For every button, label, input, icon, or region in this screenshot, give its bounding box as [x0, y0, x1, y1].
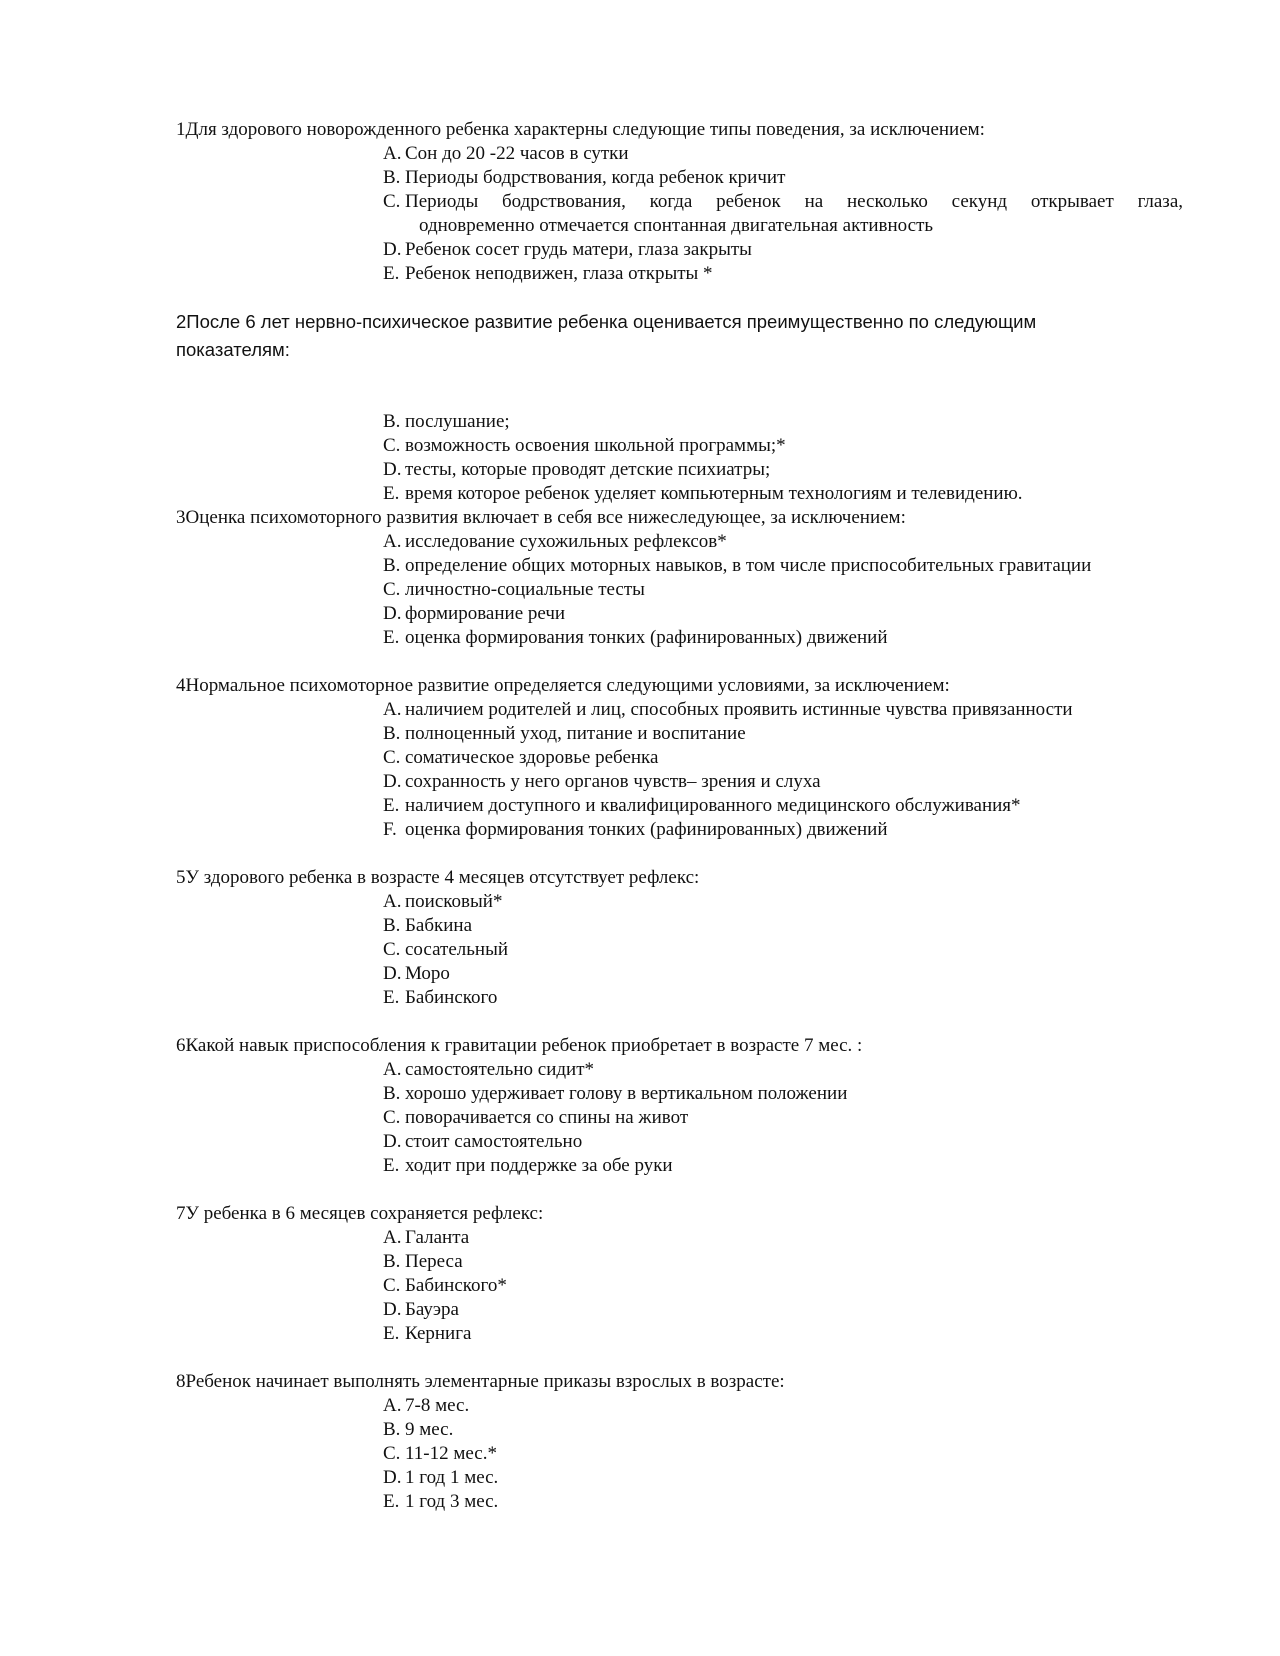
question-2-options: [383, 410, 1183, 506]
option: B. послушание;: [383, 411, 510, 432]
option: D. 1 год 1 мес.: [383, 1467, 499, 1488]
option: C. сосательный: [383, 939, 508, 960]
question-8-text: 8Ребенок начинает выполнять элементарные приказы взрослых в возрасте:: [176, 1371, 785, 1392]
option: A. Галанта: [383, 1227, 470, 1248]
option: D. формирование речи: [383, 603, 566, 624]
option: A. Сон до 20 -22 часов в сутки: [383, 143, 629, 164]
option: D. тесты, которые проводят детские психиатры;: [383, 459, 771, 480]
option: D. Ребенок сосет грудь матери, глаза закрыты: [383, 239, 752, 260]
option: B. Периоды бодрствования, когда ребенок кричит: [383, 167, 786, 188]
option: B. хорошо удерживает голову в вертикальном положении: [383, 1083, 848, 1104]
option: E. время которое ребенок уделяет компьютерным технологиям и телевидению.: [383, 483, 1023, 504]
option: E. ходит при поддержке за обе руки: [383, 1155, 673, 1176]
option: E. Бабинского: [383, 987, 498, 1008]
question-2-text: 2После 6 лет нервно-психическое развитие ребенка оценивается преимущественно по следующим показателям:: [176, 311, 1037, 360]
option: C. соматическое здоровье ребенка: [383, 747, 659, 768]
option: C. возможность освоения школьной программы;*: [383, 435, 786, 456]
option: D. Моро: [383, 963, 450, 984]
option: C. Периоды бодрствования, когда ребенок на несколько секунд открывает глаза,: [383, 191, 1183, 212]
option: B. Переса: [383, 1251, 463, 1272]
option: E. Кернига: [383, 1323, 472, 1344]
question-3-options: [383, 530, 1183, 650]
question-8-options: [383, 1394, 1183, 1514]
option: E. наличием доступного и квалифицированного медицинского обслуживания*: [383, 795, 1021, 816]
option: D. Бауэра: [383, 1299, 459, 1320]
option: C. 11-12 мес.*: [383, 1443, 497, 1464]
option: E. 1 год 3 мес.: [383, 1491, 499, 1512]
question-3-text: 3Оценка психомоторного развития включает в себя все нижеследующее, за исключением:: [176, 507, 906, 528]
option: F. оценка формирования тонких (рафинированных) движений: [383, 819, 888, 840]
question-1-options: [383, 142, 1183, 286]
question-6-options: [383, 1058, 1183, 1178]
question-5-text: 5У здорового ребенка в возрасте 4 месяцев отсутствует рефлекс:: [176, 867, 700, 888]
option: C. поворачивается со спины на живот: [383, 1107, 689, 1128]
option: D. стоит самостоятельно: [383, 1131, 583, 1152]
option: E. Ребенок неподвижен, глаза открыты *: [383, 263, 713, 284]
question-5-options: [383, 890, 1183, 1010]
option: A. наличием родителей и лиц, способных проявить истинные чувства привязанности: [383, 699, 1073, 720]
option: B. полноценный уход, питание и воспитание: [383, 723, 746, 744]
option: C. личностно-социальные тесты: [383, 579, 645, 600]
question-4-options: [383, 698, 1183, 842]
question-4-text: 4Нормальное психомоторное развитие определяется следующими условиями, за исключением:: [176, 675, 950, 696]
option: A. поисковый*: [383, 891, 503, 912]
option: E. оценка формирования тонких (рафинированных) движений: [383, 627, 888, 648]
option: A. исследование сухожильных рефлексов*: [383, 531, 727, 552]
option: B. Бабкина: [383, 915, 473, 936]
option: B. определение общих моторных навыков, в том числе приспособительных гравитации: [383, 555, 1092, 576]
option: A. 7-8 мес.: [383, 1395, 470, 1416]
option: D. сохранность у него органов чувств– зрения и слуха: [383, 771, 821, 792]
option: B. 9 мес.: [383, 1419, 454, 1440]
option: C. Бабинского*: [383, 1275, 507, 1296]
question-1-text: 1Для здорового новорожденного ребенка характерны следующие типы поведения, за исключением:: [176, 119, 985, 140]
option: A. самостоятельно сидит*: [383, 1059, 594, 1080]
question-6-text: 6Какой навык приспособления к гравитации ребенок приобретает в возрасте 7 мес. :: [176, 1035, 863, 1056]
option-continuation: одновременно отмечается спонтанная двигательная активность: [419, 215, 934, 236]
question-7-text: 7У ребенка в 6 месяцев сохраняется рефлекс:: [176, 1203, 544, 1224]
question-7-options: [383, 1226, 1183, 1346]
